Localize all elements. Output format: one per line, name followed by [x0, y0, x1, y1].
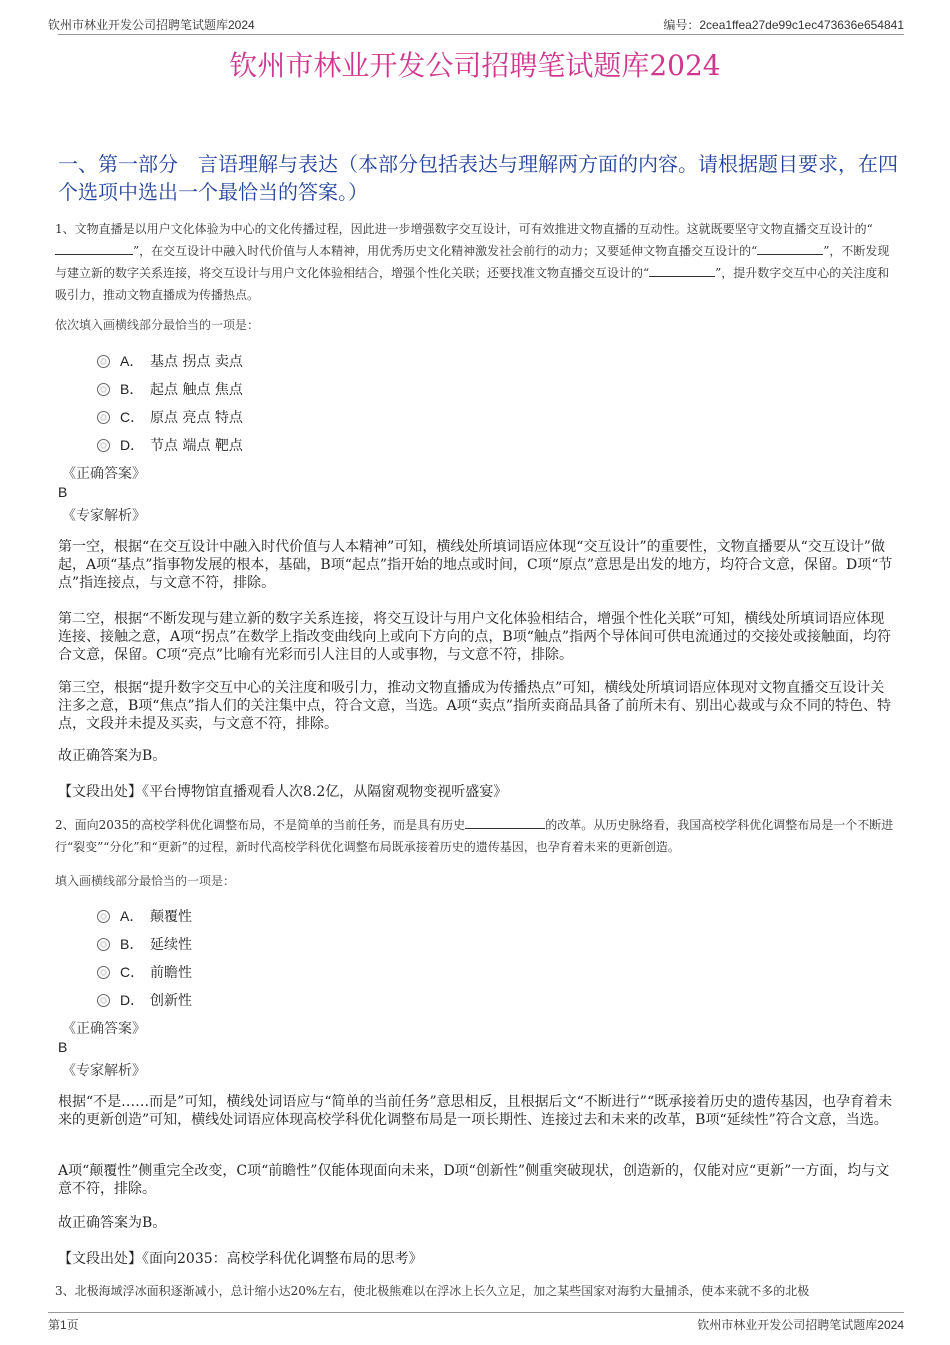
answer-blank — [757, 242, 823, 255]
question-2-option-d[interactable]: D． 创新性 — [97, 990, 192, 1010]
answer-blank — [55, 242, 133, 255]
correct-answer: B — [58, 484, 68, 500]
section-title: 一、第一部分 言语理解与表达（本部分包括表达与理解两方面的内容。请根据题目要求，在四个选项中选出一个最恰当的答案。） — [58, 152, 898, 204]
question-2-text: 2、面向2035的高校学科优化调整布局，不是简单的当前任务，而是具有历史 的改革。从历史脉络看，我国高校学科优化调整布局是一个不断进行“裂变”“分化”和“更新”的过程，新时代高校学科优化调整布局既承接着历史的遗传基因，也孕育着未来的更新创造。 — [55, 818, 894, 854]
radio-icon[interactable] — [97, 966, 110, 979]
correct-answer: B — [58, 1039, 68, 1055]
page-title: 钦州市林业开发公司招聘笔试题库2024 — [229, 49, 721, 82]
analysis-label: 《专家解析》 — [62, 508, 146, 524]
analysis-conclusion: 故正确答案为B。 — [58, 1215, 167, 1231]
question-1-text: 1、文物直播是以用户文化体验为中心的文化传播过程，因此进一步增强数字交互设计，可有效推进文物直播的互动性。这就既要坚守文物直播交互设计的“”，在交互设计中融入时代价值与人本精神，用优秀历史文化精神激发社会前行的动力；又要延伸文物直播交互设计的“ ”，不断发现与建立新的数字关系连接，将交互设计与用户文化体验相结合，增强个性化关联；还要找准文物直播交互设计的“ ”，提升数字交互中心的关注度和吸引力，推动文物直播成为传播热点。 — [55, 222, 890, 302]
question-2-option-b[interactable]: B． 延续性 — [97, 934, 192, 954]
analysis-paragraph: 第二空，根据“不断发现与建立新的数字关系连接，将交互设计与用户文化体验相结合，增强个性化关联”可知，横线处所填词语应体现连接、接触之意，A项“拐点”在数学上指改变曲线向上或向下方向的点，B项“触点”指两个导体间可供电流通过的交接处或接触面，均符合文意，保留。C项“亮点”比喻有光彩而引人注目的人或事物，与文意不符，排除。 — [58, 611, 892, 663]
question-2-option-c[interactable]: C． 前瞻性 — [97, 962, 192, 982]
question-1-option-a[interactable]: A． 基点 拐点 卖点 — [97, 351, 243, 371]
question-1-prompt: 依次填入画横线部分最恰当的一项是： — [55, 318, 260, 332]
radio-icon[interactable] — [97, 994, 110, 1007]
question-2-prompt: 填入画横线部分最恰当的一项是： — [55, 874, 236, 888]
question-3-text: 3、北极海域浮冰面积逐渐减小，总计缩小达20%左右，使北极熊难以在浮冰上长久立足，加之某些国家对海豹大量捕杀，使本来就不多的北极 — [55, 1284, 810, 1298]
source-citation: 【文段出处】《面向2035：高校学科优化调整布局的思考》 — [58, 1251, 423, 1267]
analysis-paragraph: A项“颠覆性”侧重完全改变，C项“前瞻性”仅能体现面向未来，D项“创新性”侧重突破现状，创造新的，仅能对应“更新”一方面，均与文意不符，排除。 — [58, 1163, 890, 1197]
answer-blank — [465, 816, 545, 829]
source-citation: 【文段出处】《平台博物馆直播观看人次8.2亿，从隔窗观物变视听盛宴》 — [58, 784, 508, 800]
page-number: 第1页 — [48, 1318, 79, 1332]
analysis-conclusion: 故正确答案为B。 — [58, 748, 167, 764]
radio-icon[interactable] — [97, 355, 110, 368]
analysis-paragraph: 根据“不是……而是”可知，横线处词语应与“简单的当前任务”意思相反，且根据后文“不断进行”“既承接着历史的遗传基因，也孕育着未来的更新创造”可知，横线处词语应体现高校学科优化调整布局是一项长期性、连接过去和未来的改革，B项“延续性”符合文意，当选。 — [58, 1094, 893, 1128]
page-header — [48, 14, 904, 35]
question-1-option-b[interactable]: B． 起点 触点 焦点 — [97, 379, 243, 399]
radio-icon[interactable] — [97, 439, 110, 452]
radio-icon[interactable] — [97, 910, 110, 923]
analysis-paragraph: 第一空，根据“在交互设计中融入时代价值与人本精神”可知，横线处所填词语应体现“交互设计”的重要性，文物直播要从“交互设计”做起，A项“基点”指事物发展的根本，基础，B项“起点”指开始的地点或时间，C项“原点”意思是出发的地方，均符合文意，保留。D项“节点”指连接点，与文意不符，排除。 — [58, 539, 893, 591]
page-footer — [48, 1312, 904, 1335]
analysis-paragraph: 第三空，根据“提升数字交互中心的关注度和吸引力，推动文物直播成为传播热点”可知，横线处所填词语应体现对文物直播交互设计关注多之意，B项“焦点”指人们的关注集中点，符合文意，当选。A项“卖点”指所卖商品具备了前所未有、别出心裁或与众不同的特色、特点，文段并未提及买卖，与文意不符，排除。 — [58, 680, 892, 732]
answer-blank — [649, 264, 715, 277]
radio-icon[interactable] — [97, 938, 110, 951]
analysis-label: 《专家解析》 — [62, 1063, 146, 1079]
question-1-option-c[interactable]: C． 原点 亮点 特点 — [97, 407, 243, 427]
question-2-option-a[interactable]: A． 颠覆性 — [97, 906, 192, 926]
question-1-option-d[interactable]: D． 节点 端点 靶点 — [97, 435, 243, 455]
footer-doc-title: 钦州市林业开发公司招聘笔试题库2024 — [697, 1318, 904, 1332]
radio-icon[interactable] — [97, 383, 110, 396]
header-doc-title: 钦州市林业开发公司招聘笔试题库2024 — [48, 18, 255, 32]
header-doc-id: 编号：2cea1ffea27de99c1ec473636e654841 — [663, 18, 904, 32]
correct-answer-label: 《正确答案》 — [62, 1021, 146, 1037]
radio-icon[interactable] — [97, 411, 110, 424]
correct-answer-label: 《正确答案》 — [62, 466, 146, 482]
